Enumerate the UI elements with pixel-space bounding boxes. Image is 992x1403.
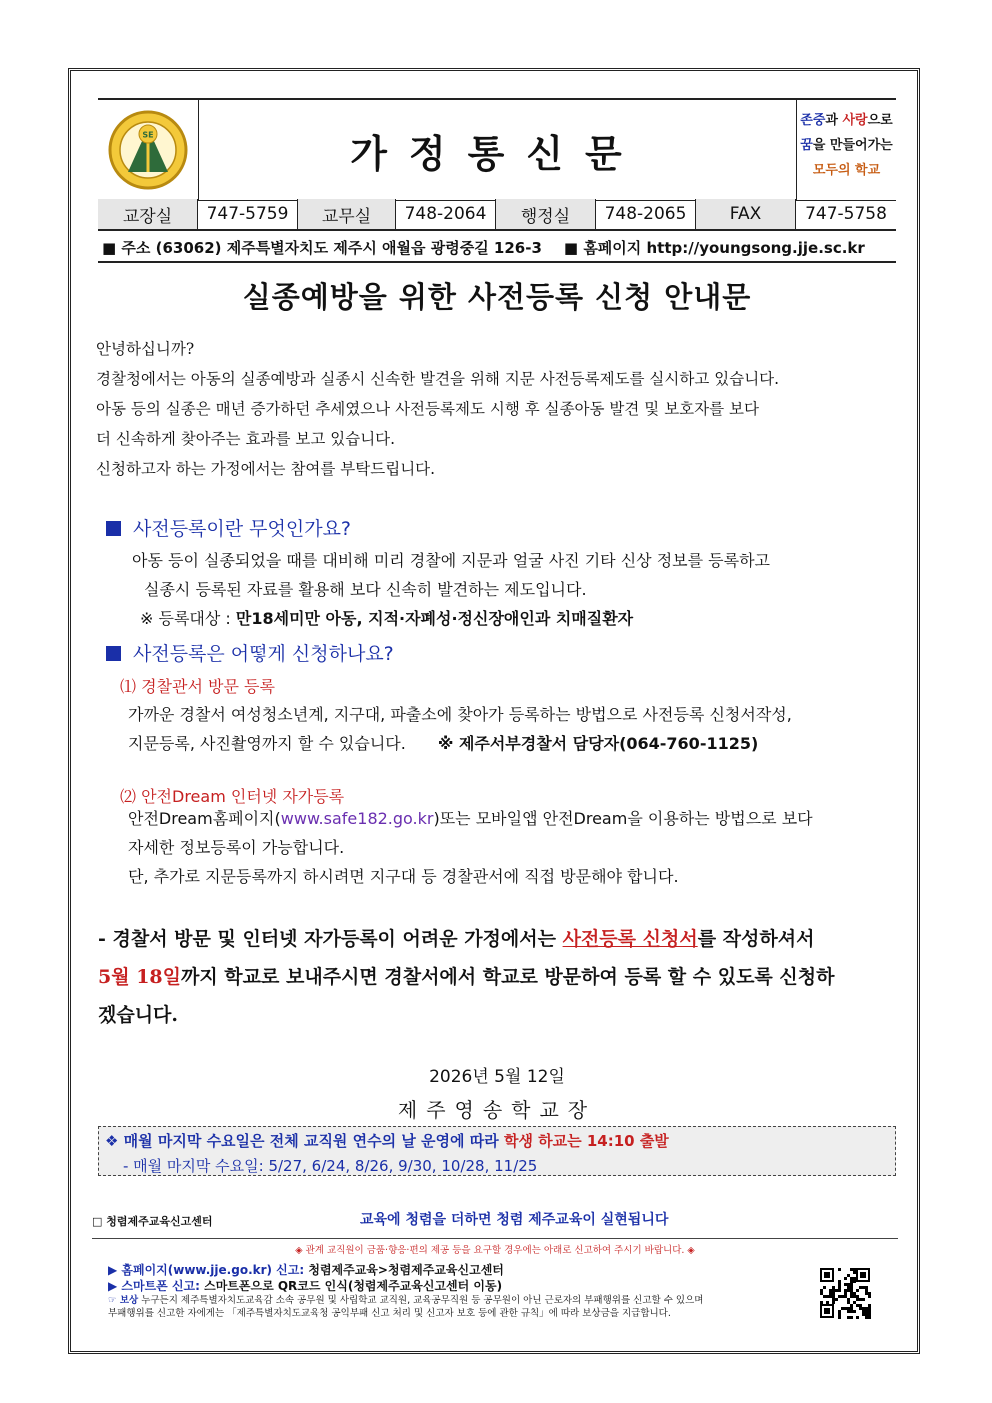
intro-line: 안녕하십니까? — [96, 340, 195, 358]
integrity-slogan: 교육에 청렴을 더하면 청렴 제주교육이 실현됩니다 — [360, 1212, 669, 1228]
intro-line: 아동 등의 실종은 매년 증가하던 추세였으나 사전등록제도 시행 후 실종아동 발견 및 보호자를 보다 — [96, 400, 759, 418]
logo-badge-text: SE — [142, 130, 154, 140]
method2-title: ⑵ 안전Dream 인터넷 자가등록 — [120, 787, 345, 806]
deadline-date: 5월 18일 — [98, 966, 181, 988]
slogan-part: 을 만들어가는 — [812, 138, 893, 153]
section-heading-what — [106, 514, 351, 541]
square-bullet-icon — [106, 646, 121, 661]
registration-target — [132, 604, 902, 633]
memo-dates: - 매월 마지막 수요일: 5/27, 6/24, 8/26, 9/30, 10/28, 11/25 — [123, 1157, 538, 1175]
phone-label: 행정실 — [496, 199, 596, 229]
newsletter-header — [98, 98, 896, 201]
phone-number: 748-2065 — [596, 199, 696, 229]
slogan-part: 모두의 학교 — [812, 163, 881, 178]
police-contact: ※ 제주서부경찰서 담당자(064-760-1125) — [437, 734, 759, 753]
slogan-part: 과 — [825, 113, 843, 128]
school-homepage: ■ 홈페이지 http://youngsong.jje.sc.kr — [563, 238, 865, 257]
integrity-center-label: □ 청렴제주교육신고센터 — [92, 1215, 213, 1228]
section1-body — [132, 546, 902, 633]
wednesday-memo — [98, 1126, 896, 1176]
document-title: 실종예방을 위한 사전등록 신청 안내문 — [242, 280, 752, 314]
school-slogan — [796, 100, 896, 200]
method2-text: )또는 모바일앱 안전Dream을 이용하는 방법으로 보다 — [433, 809, 813, 828]
notice-line: 겠습니다. — [98, 1004, 179, 1026]
method1-body — [128, 700, 898, 758]
school-address: ■ 주소 (63062) 제주특별자치도 제주시 애월읍 광령중길 126-3 — [102, 238, 542, 257]
phone-label: 교무실 — [298, 199, 396, 229]
memo-line — [105, 1130, 669, 1151]
phone-label: FAX — [696, 199, 796, 229]
newsletter-title: 가정통신문 — [350, 131, 644, 176]
report-heading: ◈ 관계 교직원이 금품·향응·편의 제공 등을 요구할 경우에는 아래로 신고하여 주시기 바랍니다. ◈ — [295, 1245, 695, 1256]
school-logo — [98, 100, 199, 200]
school-logo-icon — [98, 100, 198, 200]
report-line — [108, 1294, 798, 1307]
notice-line — [98, 958, 898, 996]
method2-line — [128, 804, 898, 833]
notice-text: 를 작성하셔서 — [697, 928, 815, 950]
notice-line — [98, 920, 898, 958]
report-text: 누구든지 제주특별자치도교육감 소속 공무원 및 사립학교 교직원, 교육공무직원 등 공무원이 아닌 근로자의 부패행위를 신고할 수 있으며 — [138, 1295, 704, 1306]
target-prefix: ※ 등록대상 : — [140, 609, 236, 628]
phone-number: 747-5759 — [198, 199, 298, 229]
memo-text: ❖ 매월 마지막 수요일은 전체 교직원 연수의 날 운영에 따라 — [105, 1132, 504, 1150]
intro-line: 경찰청에서는 아동의 실종예방과 실종시 신속한 발견을 위해 지문 사전등록제도를 실시하고 있습니다. — [96, 370, 780, 388]
method2-body — [128, 804, 898, 891]
principal-signature: 제주영송학교장 — [397, 1098, 597, 1122]
method1-line2 — [128, 729, 898, 758]
phone-label: 교장실 — [98, 199, 198, 229]
method1-line: 가까운 경찰서 여성청소년계, 지구대, 파출소에 찾아가 등록하는 방법으로 사전등록 신청서작성, — [128, 705, 792, 724]
section-heading-text: 사전등록이란 무엇인가요? — [133, 518, 352, 540]
application-form-link[interactable]: 사전등록 신청서 — [562, 928, 698, 950]
method2-line: 자세한 정보등록이 가능합니다. — [128, 838, 345, 857]
method2-line: 단, 추가로 지문등록까지 하시려면 지구대 등 경찰관서에 직접 방문해야 합니다. — [128, 867, 679, 886]
slogan-part: 존중 — [800, 113, 826, 128]
report-line: 부패행위를 신고한 자에게는 「제주특별자치도교육청 공익부패 신고 처리 및 신고자 보호 등에 관한 규칙」에 따라 보상금을 지급합니다. — [108, 1308, 671, 1319]
notice-text: - 경찰서 방문 및 인터넷 자가등록이 어려운 가정에서는 — [98, 928, 563, 950]
address-row — [98, 233, 896, 263]
method1-line: 지문등록, 사진촬영까지 할 수 있습니다. — [128, 734, 406, 753]
issue-date: 2026년 5월 12일 — [429, 1067, 565, 1087]
memo-dismissal-time: 학생 하교는 14:10 출발 — [503, 1132, 669, 1150]
qr-code-icon[interactable] — [818, 1266, 872, 1320]
target-text: 만18세미만 아동, 지적·자폐성·정신장애인과 치매질환자 — [235, 609, 634, 628]
phone-directory — [98, 199, 896, 231]
footer-divider — [92, 1238, 898, 1239]
section-heading-how — [106, 639, 394, 666]
slogan-line — [797, 108, 896, 133]
phone-number: 747-5758 — [805, 204, 887, 224]
method1-title: ⑴ 경찰관서 방문 등록 — [120, 677, 275, 696]
safe182-link[interactable]: www.safe182.go.kr — [280, 809, 434, 828]
report-label: ▶ 스마트폰 신고: — [108, 1279, 200, 1293]
report-line — [108, 1278, 798, 1294]
report-line — [108, 1262, 798, 1278]
phone-number: 748-2064 — [396, 199, 496, 229]
square-bullet-icon — [106, 521, 121, 536]
intro-line: 더 신속하게 찾아주는 효과를 보고 있습니다. — [96, 430, 396, 448]
section-heading-text: 사전등록은 어떻게 신청하나요? — [133, 643, 394, 665]
report-label[interactable]: ▶ 홈페이지(www.jje.go.kr) 신고: — [108, 1263, 305, 1277]
slogan-part: 으로 — [867, 113, 893, 128]
notice-text: 까지 학교로 보내주시면 경찰서에서 학교로 방문하여 등록 할 수 있도록 신청하 — [180, 966, 835, 988]
intro-line: 신청하고자 하는 가정에서는 참여를 부탁드립니다. — [96, 460, 436, 478]
slogan-line — [797, 133, 896, 158]
report-text: 청렴제주교육>청렴제주교육신고센터 — [304, 1263, 504, 1277]
slogan-part: 꿈 — [800, 138, 813, 153]
method2-text: 안전Dream홈페이지( — [128, 809, 281, 828]
section1-line: 실종시 등록된 자료를 활용해 보다 신속히 발견하는 제도입니다. — [144, 580, 587, 599]
report-text: 스마트폰으로 QR코드 인식(청렴제주교육신고센터 이동) — [199, 1279, 503, 1293]
report-label: ☞ 보상 — [108, 1295, 139, 1306]
section1-line: 아동 등이 실종되었을 때를 대비해 미리 경찰에 지문과 얼굴 사진 기타 신상 정보를 등록하고 — [132, 551, 770, 570]
slogan-line — [797, 158, 896, 183]
slogan-part: 사랑 — [842, 113, 868, 128]
submission-notice — [98, 920, 898, 1034]
intro-paragraph — [96, 334, 896, 484]
report-instructions — [108, 1262, 798, 1320]
